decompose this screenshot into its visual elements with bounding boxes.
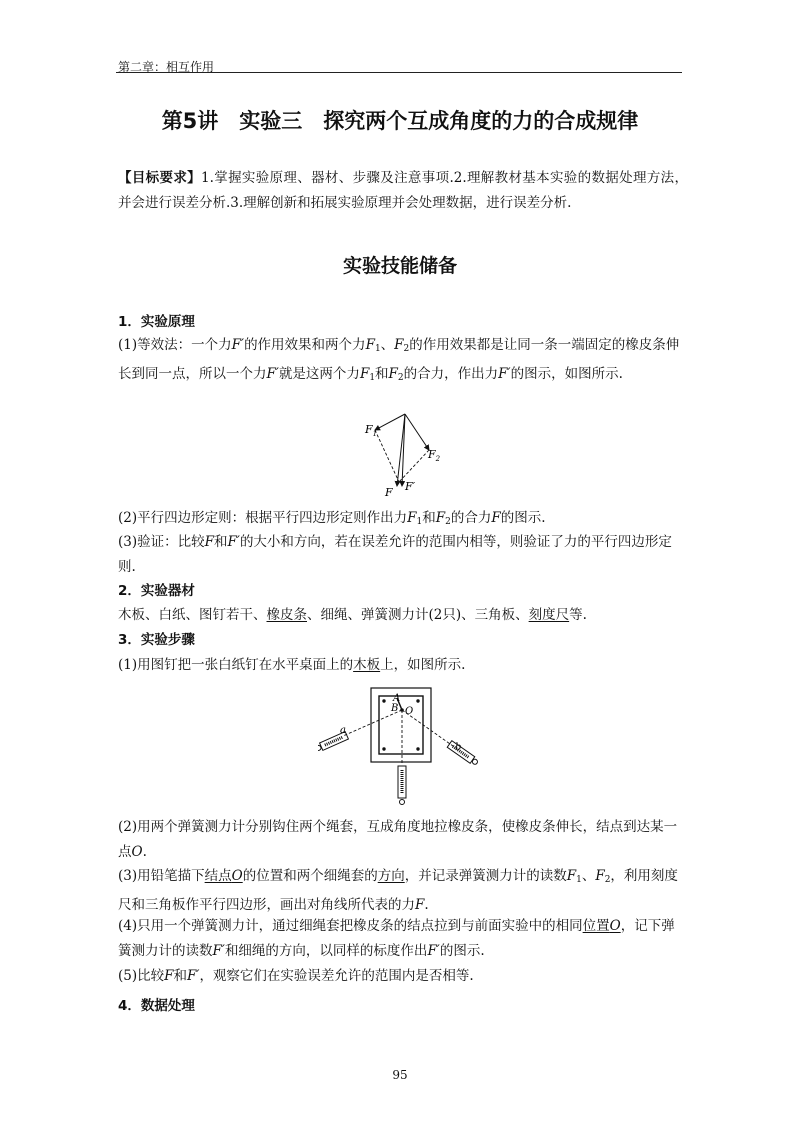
force-parallelogram-figure [355,408,455,503]
fig2-label-b: b [455,742,462,753]
principle-para-1: (1)等效法：一个力F′的作用效果和两个力$F_1$、$F_2$的作用效果都是让同一条一端固定的橡皮条伸长到同一点，所以一个力F′就是这两个力$F_1$和$F_2$的合力，作出力F′的图示，如图所示. [118,337,680,383]
heading-procedure: 3．实验步骤 [118,632,195,648]
page-number: 95 [392,1068,408,1082]
spring-scale-b [447,741,479,767]
heading-data-processing: 4．数据处理 [118,998,195,1014]
fig1-label-fprime: F′ [405,480,416,493]
equipment-list: 木板、白纸、图钉若干、橡皮条、细绳、弹簧测力计(2只)、三角板、刻度尺等. [118,607,587,623]
fig1-label-f1: $F_1$ [365,423,378,438]
fig2-label-a: a [340,725,346,736]
procedure-step-3: (3)用铅笔描下结点O的位置和两个细绳套的方向，并记录弹簧测力计的读数$F_1$、$F_2$，利用刻度尺和三角板作平行四边形，画出对角线所代表的力F. [118,868,678,913]
fig2-label-O: O [405,706,414,717]
heading-equipment: 2．实验器材 [118,583,195,599]
header-rule [116,72,682,73]
paper [379,696,423,754]
spring-scale-vertical [398,766,406,805]
f2-vector [405,414,429,450]
fig2-label-A: A [393,693,401,704]
heading-principle: 1．实验原理 [118,314,195,330]
running-header: 第二章：相互作用 [118,60,215,74]
board-setup-figure [318,686,483,808]
goal-requirements [118,166,688,216]
procedure-step-4: (4)只用一个弹簧测力计，通过细绳套把橡皮条的结点拉到与前面实验中的相同位置O，记下弹簧测力计的读数F′和细绳的方向，以同样的标度作出F′的图示. [118,918,675,959]
procedure-step-5: (5)比较F和F′，观察它们在实验误差允许的范围内是否相等. [118,968,474,984]
procedure-step-2: (2)用两个弹簧测力计分别钩住两个绳套，互成角度地拉橡皮条，使橡皮条伸长，结点到达某一点O. [118,819,678,860]
fig1-label-f: F [385,486,393,499]
goal-text: 1.掌握实验原理、器材、步骤及注意事项.2.理解教材基本实验的数据处理方法，并会进行误差分析.3.理解创新和拓展实验原理并会处理数据，进行误差分析. [118,170,688,211]
board [371,688,431,762]
fig2-label-B: B [391,703,399,714]
section-title: 实验技能储备 [342,255,457,277]
f1-vector [375,414,405,430]
goal-tag: 【目标要求】 [118,170,202,186]
principle-para-3: (3)验证：比较F和F′的大小和方向，若在误差允许的范围内相等，则验证了力的平行四边形定则. [118,534,672,575]
procedure-step-1: (1)用图钉把一张白纸钉在水平桌面上的木板上，如图所示. [118,657,466,673]
lecture-title: 第5讲 实验三 探究两个互成角度的力的合成规律 [161,109,639,133]
fig1-label-f2: $F_2$ [428,448,441,463]
principle-para-2: (2)平行四边形定则：根据平行四边形定则作出力$F_1$和$F_2$的合力F的图示. [118,510,546,527]
